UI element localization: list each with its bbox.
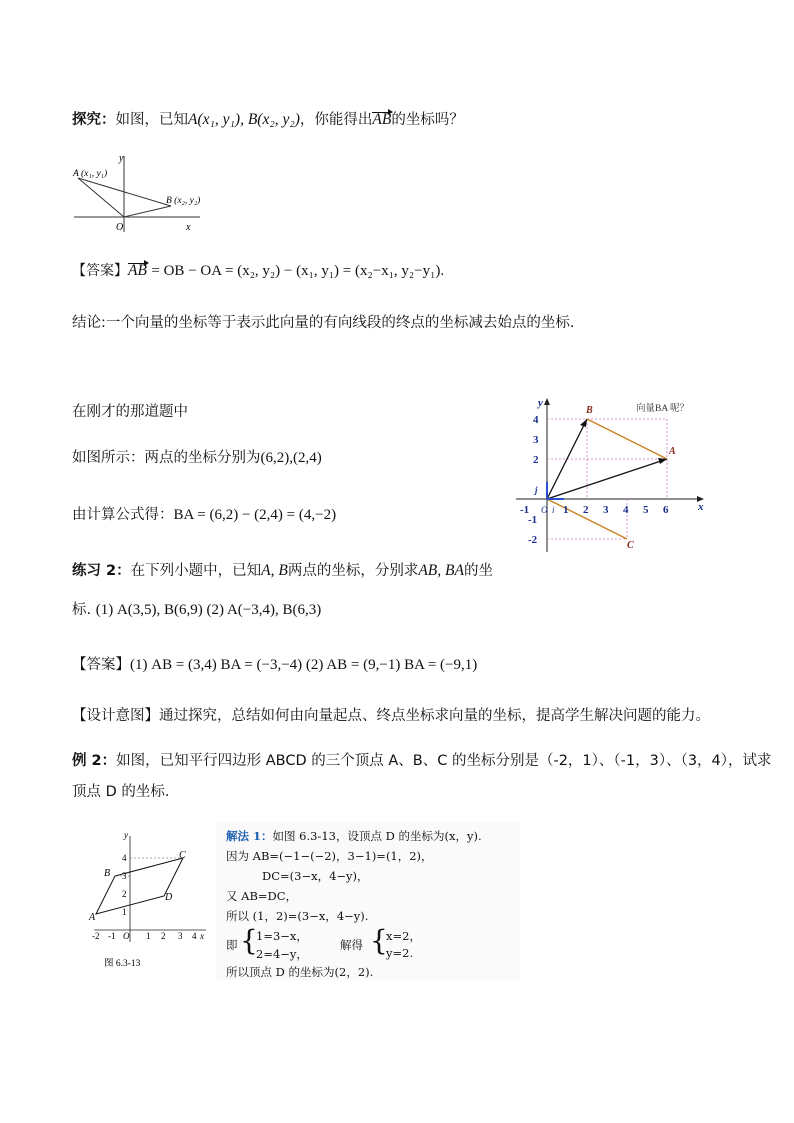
explore-vector-ab: AB xyxy=(372,111,392,128)
solution-system-2a: x=2， xyxy=(386,929,421,943)
solution-solve-word: 解得 xyxy=(340,938,363,952)
solution-line-2: 因为 AB=(−1−(−2)，3−1)=(1，2)， xyxy=(226,849,433,863)
coordinates-math: (6,2),(2,4) xyxy=(260,450,322,466)
practice-2-items: (1) A(3,5), B(6,9) (2) A(−3,4), B(6,3) xyxy=(95,602,322,618)
fig2-x-label: x xyxy=(698,501,704,513)
design-intent-label: 【设计意图】 xyxy=(72,708,159,724)
fig2-arrowhead-a xyxy=(658,458,667,464)
figure-2-coordinate-plot xyxy=(514,392,710,556)
practice-2-line-2 xyxy=(72,598,321,619)
design-intent-text: 通过探究，总结如何由向量起点、终点坐标求向量的坐标，提高学生解决问题的能力。 xyxy=(159,708,710,724)
explore-label: 探究： xyxy=(72,112,116,128)
fig2-y-tick: 2 xyxy=(533,454,539,466)
practice-2-line-1 xyxy=(72,559,493,580)
fig3-x-ticks xyxy=(92,931,197,941)
practice-2-vectors: AB, BA xyxy=(418,562,464,579)
fig2-x-tick: 3 xyxy=(603,504,609,516)
solution-line-5: 所以 (1，2)=(3−x，4−y). xyxy=(226,909,369,923)
solution-title: 解法 1： xyxy=(226,829,273,843)
fig2-vector-ba xyxy=(587,419,667,459)
solution-line-1 xyxy=(226,828,482,844)
fig2-question: 向量BA 呢？ xyxy=(636,404,690,414)
fig3-y-ticks xyxy=(122,853,127,917)
fig3-x-tick: 4 xyxy=(192,931,197,941)
answer-1-line xyxy=(72,260,444,280)
fig1-point-a-label: A (x₁, y₁) xyxy=(73,169,108,179)
example-2-text-1: 如图，已知平行四边形 ABCD 的三个顶点 A、B、C 的坐标分别是（-2，1）、（-1，3）、（3，4），试求 xyxy=(116,753,772,769)
fig1-y-label: y xyxy=(119,153,124,164)
answer-1-vector-ab: AB xyxy=(128,262,147,279)
solution-line-4: 又 AB=DC， xyxy=(226,889,298,903)
fig2-y-tick: -2 xyxy=(528,534,538,546)
fig2-i-label: i xyxy=(552,505,555,515)
explore-text-2: ，你能得出 xyxy=(299,112,373,128)
fig2-y-tick: 3 xyxy=(533,434,539,446)
fig3-y-tick: 1 xyxy=(122,907,127,917)
design-intent-line xyxy=(72,704,710,725)
practice-2-text-2: 两点的坐标，分别求 xyxy=(287,563,419,579)
calculation-math: BA = (6,2) − (2,4) = (4,−2) xyxy=(173,507,337,523)
solution-system-1a: 1=3−x， xyxy=(256,929,308,943)
practice-2-text-3: 的坐 xyxy=(463,563,493,579)
fig3-label-a: A xyxy=(89,912,96,923)
solution-system-2b: y=2. xyxy=(386,946,414,960)
fig3-y-tick: 2 xyxy=(122,889,127,899)
explore-points: A(x₁, y₁), B(x₂, y₂) xyxy=(188,111,300,128)
fig3-x-tick: -2 xyxy=(92,931,100,941)
fig3-y-tick: 4 xyxy=(122,853,127,863)
explore-text-3: 的坐标吗？ xyxy=(391,112,464,128)
fig2-point-b-label: B xyxy=(586,405,593,416)
fig2-vector-oa xyxy=(547,459,667,499)
fig2-y-arrow xyxy=(544,398,550,405)
fig3-x-tick: 3 xyxy=(178,931,183,941)
solution-system-left-brace: { xyxy=(240,924,258,957)
fig3-origin-label: O xyxy=(123,931,130,941)
fig1-x-label: x xyxy=(186,222,191,233)
answer-1-expression: = OB − OA = (x₂, y₂) − (x₁, y₁) = (x₂−x₁, y₂−y₁). xyxy=(151,263,445,279)
fig2-x-tick: -1 xyxy=(520,504,530,516)
conclusion-text: 结论:一个向量的坐标等于表示此向量的有向线段的终点的坐标减去始点的坐标. xyxy=(72,315,575,331)
solution-box xyxy=(216,822,520,980)
solution-system-1b: 2=4−y， xyxy=(256,947,308,961)
fig2-x-tick: 5 xyxy=(643,504,649,516)
practice-2-label: 练习 2： xyxy=(72,563,131,579)
example-2-label: 例 2： xyxy=(72,753,117,769)
fig2-x-tick: 6 xyxy=(663,504,669,516)
fig2-origin-label: O xyxy=(541,505,548,515)
fig2-arrowhead-b xyxy=(580,419,587,427)
fig3-x-tick: -1 xyxy=(108,931,116,941)
fig1-origin-label: O xyxy=(116,222,124,233)
fig2-x-tick: 2 xyxy=(583,504,589,516)
fig3-x-label: x xyxy=(200,931,204,941)
fig2-y-ticks xyxy=(528,414,539,546)
explore-text-1: 如图，已知 xyxy=(115,112,188,128)
fig3-label-c: C xyxy=(179,850,186,861)
solution-text-1: 如图 6.3-13，设顶点 D 的坐标为(x，y). xyxy=(272,829,482,843)
answer-2-line xyxy=(72,653,477,674)
fig3-x-tick: 2 xyxy=(161,931,166,941)
answer-1-label: 【答案】 xyxy=(72,263,128,279)
coordinates-text: 如图所示：两点的坐标分别为 xyxy=(72,450,261,466)
fig3-y-tick: 3 xyxy=(122,871,127,881)
example-2-line-2: 顶点 D 的坐标. xyxy=(72,784,170,800)
fig1-point-b-label: B (x₂, y₂) xyxy=(166,196,201,206)
fig3-y-label: y xyxy=(124,830,128,840)
fig1-ob-segment xyxy=(124,206,171,217)
answer-2-expression: (1) AB = (3,4) BA = (−3,−4) (2) AB = (9,−1) BA = (−9,1) xyxy=(130,657,478,673)
coordinates-line xyxy=(72,446,322,467)
fig2-x-tick: 4 xyxy=(623,504,629,516)
fig3-label-b: B xyxy=(104,868,111,879)
practice-2-text: 在下列小题中，已知 xyxy=(130,563,262,579)
fig2-point-a-label: A xyxy=(669,446,676,457)
fig3-parallelogram-abcd xyxy=(96,858,183,914)
previous-problem-text: 在刚才的那道题中 xyxy=(72,404,188,420)
fig2-y-tick: -1 xyxy=(528,514,538,526)
calculation-line xyxy=(72,503,336,524)
answer-2-label: 【答案】 xyxy=(72,657,130,673)
solution-line-6-prefix: 即 xyxy=(226,938,238,952)
practice-2-prefix: 标. xyxy=(72,602,92,618)
solution-line-7: 所以顶点 D 的坐标为(2，2). xyxy=(226,965,374,979)
figure-1-vector-diagram xyxy=(70,148,210,236)
example-2-line-1 xyxy=(72,749,772,770)
fig3-x-tick: 1 xyxy=(146,931,151,941)
fig1-oa-segment xyxy=(78,178,124,217)
fig2-j-label: j xyxy=(535,485,538,495)
solution-line-3: DC=(3−x，4−y)， xyxy=(262,869,369,883)
solution-system-right-brace: { xyxy=(370,924,388,957)
fig2-y-tick: 4 xyxy=(533,414,539,426)
figure-3-parallelogram xyxy=(86,826,214,974)
fig2-y-label: y xyxy=(538,397,543,409)
fig2-x-tick: 1 xyxy=(563,504,569,516)
practice-2-points: A, B xyxy=(261,562,288,579)
fig3-caption: 图 6.3-13 xyxy=(104,959,141,969)
fig2-point-c-label: C xyxy=(627,540,634,551)
explore-line xyxy=(72,108,464,129)
calculation-text: 由计算公式得： xyxy=(72,507,174,523)
fig3-label-d: D xyxy=(165,892,173,903)
